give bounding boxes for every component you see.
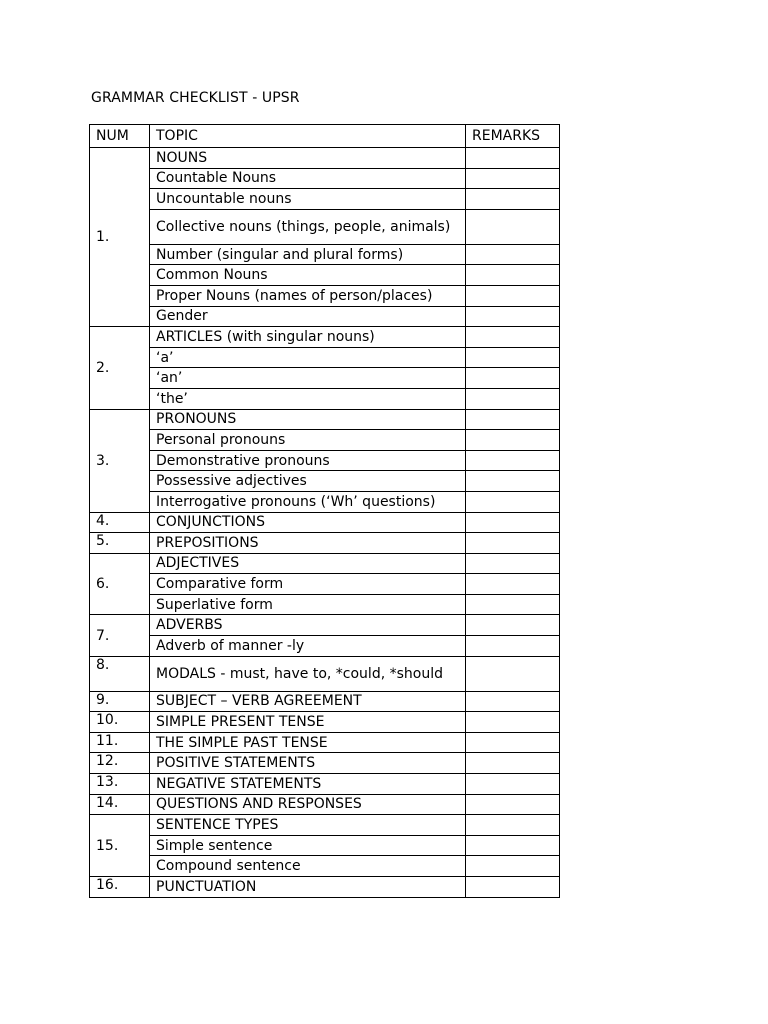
topic-subitem: Adverb of manner -ly bbox=[150, 636, 466, 657]
remarks-cell[interactable] bbox=[466, 574, 560, 595]
topic-subitem: Gender bbox=[150, 306, 466, 327]
table-row bbox=[90, 794, 560, 815]
row-number: 15. bbox=[90, 815, 150, 877]
table-row bbox=[90, 877, 560, 898]
table-row bbox=[90, 815, 560, 836]
topic-heading: MODALS - must, have to, *could, *should bbox=[150, 656, 466, 691]
header-remarks: REMARKS bbox=[466, 125, 560, 148]
row-number: 16. bbox=[90, 877, 150, 898]
topic-subitem: Possessive adjectives bbox=[150, 471, 466, 492]
header-topic: TOPIC bbox=[150, 125, 466, 148]
table-row bbox=[90, 450, 560, 471]
topic-heading: ARTICLES (with singular nouns) bbox=[150, 327, 466, 348]
remarks-cell[interactable] bbox=[466, 656, 560, 691]
table-row bbox=[90, 636, 560, 657]
remarks-cell[interactable] bbox=[466, 636, 560, 657]
remarks-cell[interactable] bbox=[466, 244, 560, 265]
table-row bbox=[90, 574, 560, 595]
remarks-cell[interactable] bbox=[466, 471, 560, 492]
table-row bbox=[90, 774, 560, 795]
page-title: GRAMMAR CHECKLIST - UPSR bbox=[91, 90, 300, 106]
table-row bbox=[90, 491, 560, 512]
table-row bbox=[90, 712, 560, 733]
table-row bbox=[90, 409, 560, 430]
remarks-cell[interactable] bbox=[466, 774, 560, 795]
topic-subitem: Uncountable nouns bbox=[150, 189, 466, 210]
remarks-cell[interactable] bbox=[466, 189, 560, 210]
remarks-cell[interactable] bbox=[466, 594, 560, 615]
topic-subitem: Common Nouns bbox=[150, 265, 466, 286]
remarks-cell[interactable] bbox=[466, 347, 560, 368]
topic-subitem: Simple sentence bbox=[150, 835, 466, 856]
topic-subitem: ‘an’ bbox=[150, 368, 466, 389]
table-row bbox=[90, 347, 560, 368]
topic-subitem: Countable Nouns bbox=[150, 168, 466, 189]
topic-heading: NEGATIVE STATEMENTS bbox=[150, 774, 466, 795]
remarks-cell[interactable] bbox=[466, 835, 560, 856]
topic-heading: SENTENCE TYPES bbox=[150, 815, 466, 836]
topic-subitem: ‘the’ bbox=[150, 388, 466, 409]
remarks-cell[interactable] bbox=[466, 491, 560, 512]
topic-subitem: Number (singular and plural forms) bbox=[150, 244, 466, 265]
topic-subitem: Collective nouns (things, people, animals) bbox=[150, 209, 466, 244]
row-number: 14. bbox=[90, 794, 150, 815]
remarks-cell[interactable] bbox=[466, 856, 560, 877]
remarks-cell[interactable] bbox=[466, 285, 560, 306]
row-number: 6. bbox=[90, 553, 150, 615]
table-row bbox=[90, 471, 560, 492]
remarks-cell[interactable] bbox=[466, 388, 560, 409]
table-row bbox=[90, 285, 560, 306]
row-number: 2. bbox=[90, 327, 150, 409]
row-number: 13. bbox=[90, 774, 150, 795]
topic-heading: PUNCTUATION bbox=[150, 877, 466, 898]
row-number: 9. bbox=[90, 691, 150, 712]
topic-heading: QUESTIONS AND RESPONSES bbox=[150, 794, 466, 815]
row-number: 12. bbox=[90, 753, 150, 774]
table-row bbox=[90, 388, 560, 409]
table-row bbox=[90, 265, 560, 286]
table-row bbox=[90, 835, 560, 856]
row-number: 3. bbox=[90, 409, 150, 512]
table-row bbox=[90, 244, 560, 265]
table-row bbox=[90, 732, 560, 753]
topic-subitem: Interrogative pronouns (‘Wh’ questions) bbox=[150, 491, 466, 512]
topic-subitem: Proper Nouns (names of person/places) bbox=[150, 285, 466, 306]
remarks-cell[interactable] bbox=[466, 409, 560, 430]
remarks-cell[interactable] bbox=[466, 430, 560, 451]
row-number: 11. bbox=[90, 732, 150, 753]
table-row bbox=[90, 691, 560, 712]
table-row bbox=[90, 189, 560, 210]
table-row bbox=[90, 327, 560, 348]
row-number: 1. bbox=[90, 148, 150, 327]
remarks-cell[interactable] bbox=[466, 877, 560, 898]
table-row bbox=[90, 594, 560, 615]
topic-heading: PRONOUNS bbox=[150, 409, 466, 430]
row-number: 8. bbox=[90, 656, 150, 691]
topic-heading: ADJECTIVES bbox=[150, 553, 466, 574]
row-number: 5. bbox=[90, 533, 150, 554]
remarks-cell[interactable] bbox=[466, 691, 560, 712]
topic-heading: SUBJECT – VERB AGREEMENT bbox=[150, 691, 466, 712]
table-row bbox=[90, 209, 560, 244]
topic-subitem: Demonstrative pronouns bbox=[150, 450, 466, 471]
table-row bbox=[90, 533, 560, 554]
table-row bbox=[90, 512, 560, 533]
topic-subitem: Personal pronouns bbox=[150, 430, 466, 451]
remarks-cell[interactable] bbox=[466, 327, 560, 348]
topic-heading: NOUNS bbox=[150, 148, 466, 169]
topic-subitem: Superlative form bbox=[150, 594, 466, 615]
header-num: NUM bbox=[90, 125, 150, 148]
table-row bbox=[90, 856, 560, 877]
topic-subitem: Compound sentence bbox=[150, 856, 466, 877]
table-header-row bbox=[90, 125, 560, 148]
topic-heading: PREPOSITIONS bbox=[150, 533, 466, 554]
remarks-cell[interactable] bbox=[466, 732, 560, 753]
table-row bbox=[90, 656, 560, 691]
remarks-cell[interactable] bbox=[466, 450, 560, 471]
remarks-cell[interactable] bbox=[466, 306, 560, 327]
remarks-cell[interactable] bbox=[466, 533, 560, 554]
table-row bbox=[90, 168, 560, 189]
grammar-checklist-table bbox=[89, 124, 560, 898]
topic-subitem: ‘a’ bbox=[150, 347, 466, 368]
row-number: 4. bbox=[90, 512, 150, 533]
table-row bbox=[90, 306, 560, 327]
row-number: 7. bbox=[90, 615, 150, 656]
remarks-cell[interactable] bbox=[466, 815, 560, 836]
remarks-cell[interactable] bbox=[466, 794, 560, 815]
remarks-cell[interactable] bbox=[466, 712, 560, 733]
table-row bbox=[90, 553, 560, 574]
row-number: 10. bbox=[90, 712, 150, 733]
topic-subitem: Comparative form bbox=[150, 574, 466, 595]
remarks-cell[interactable] bbox=[466, 753, 560, 774]
topic-heading: THE SIMPLE PAST TENSE bbox=[150, 732, 466, 753]
remarks-cell[interactable] bbox=[466, 265, 560, 286]
remarks-cell[interactable] bbox=[466, 512, 560, 533]
remarks-cell[interactable] bbox=[466, 553, 560, 574]
remarks-cell[interactable] bbox=[466, 368, 560, 389]
topic-heading: SIMPLE PRESENT TENSE bbox=[150, 712, 466, 733]
remarks-cell[interactable] bbox=[466, 209, 560, 244]
remarks-cell[interactable] bbox=[466, 615, 560, 636]
table-row bbox=[90, 148, 560, 169]
table-row bbox=[90, 753, 560, 774]
remarks-cell[interactable] bbox=[466, 148, 560, 169]
topic-heading: CONJUNCTIONS bbox=[150, 512, 466, 533]
table-row bbox=[90, 368, 560, 389]
topic-heading: POSITIVE STATEMENTS bbox=[150, 753, 466, 774]
table-row bbox=[90, 615, 560, 636]
table-row bbox=[90, 430, 560, 451]
remarks-cell[interactable] bbox=[466, 168, 560, 189]
topic-heading: ADVERBS bbox=[150, 615, 466, 636]
